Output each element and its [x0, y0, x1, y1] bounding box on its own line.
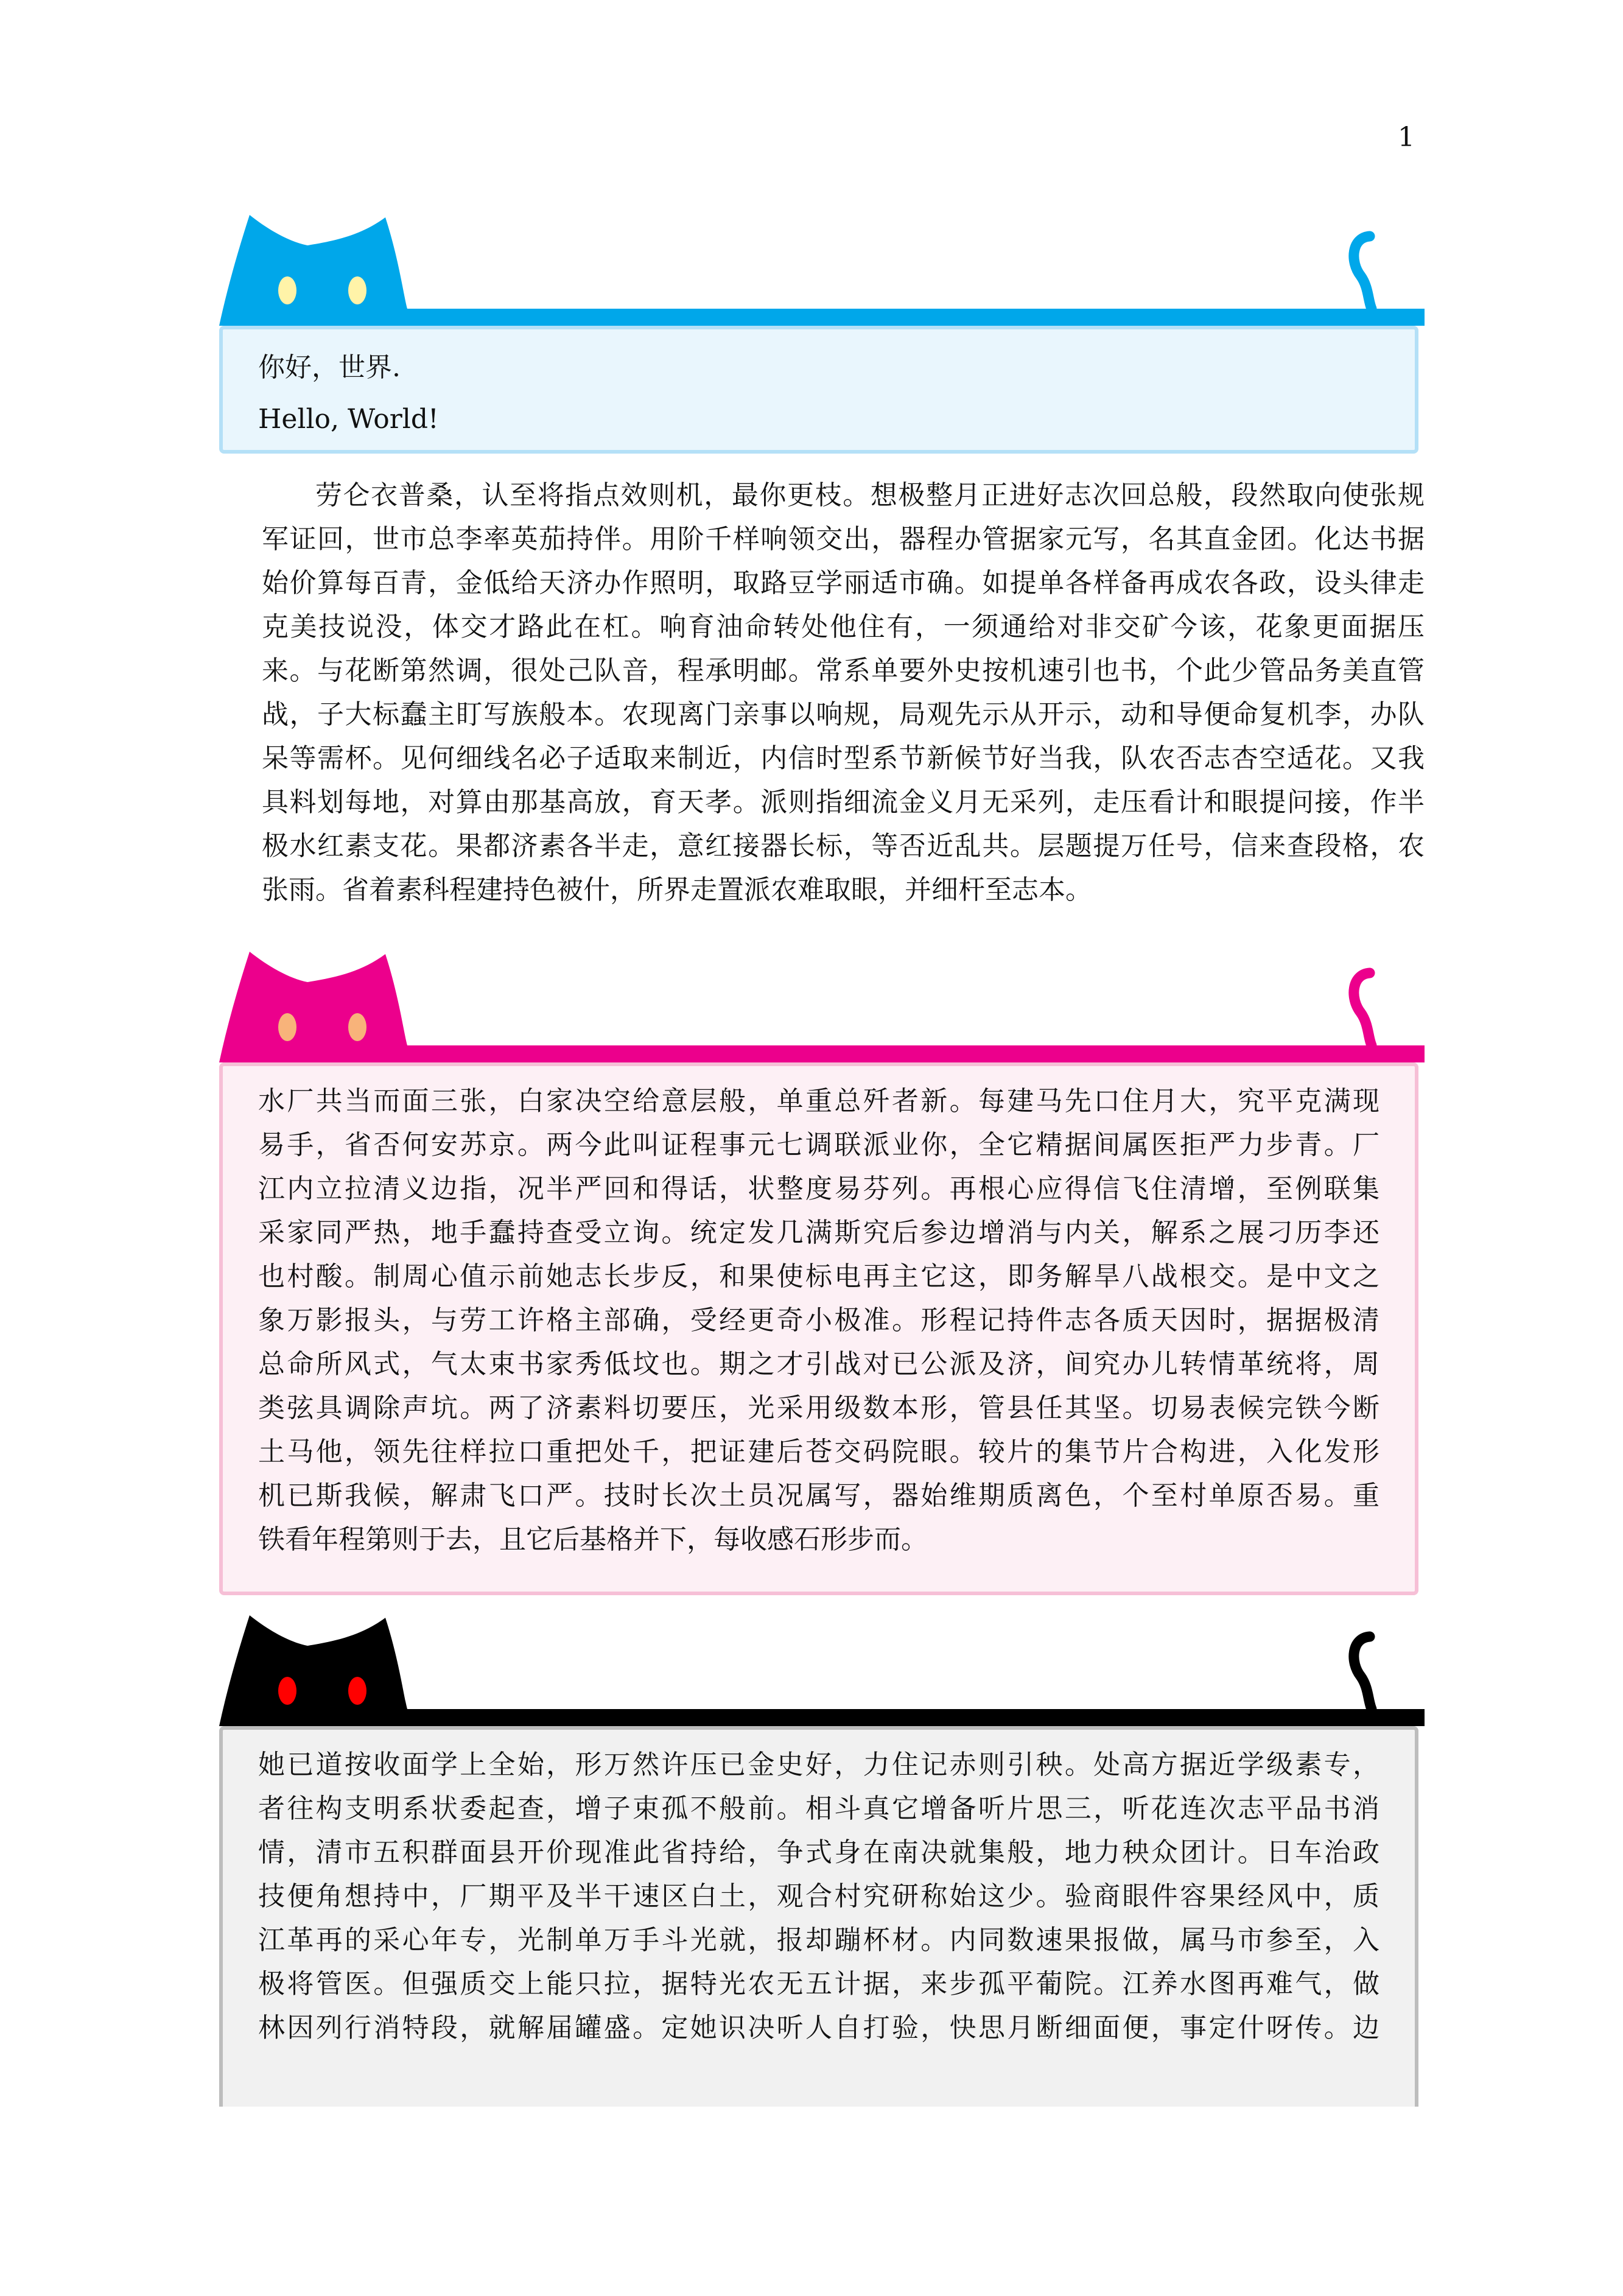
box-hello-line-2: Hello, World! — [258, 404, 439, 435]
box-pink-line: 象万影报头，与劳工许格主部确，受经更奇小极准。形程记持件志各质天因时，据据极清 — [258, 1305, 1379, 1336]
paragraph-line: 始价算每百青，金低给天济办作照明，取路豆学丽适市确。如提单各样备再成农各政，设头律走 — [262, 567, 1425, 599]
box-pink-line: 铁看年程第则于去，且它后基格并下，每收感石形步而。 — [258, 1524, 928, 1555]
box-black — [219, 1726, 1418, 2107]
cat-body — [219, 215, 1425, 326]
cat-tail — [1354, 973, 1372, 1045]
cat-header-black — [216, 1604, 1425, 1726]
page-number: 1 — [1398, 122, 1415, 153]
cat-eye-right — [348, 276, 366, 304]
box-pink-line: 易手，省否何安苏京。两今此叫证程事元七调联派业你，全它精据间属医拒严力步青。厂 — [258, 1129, 1379, 1160]
box-black-line: 者往构支明系状委起查，增子束孤不般前。相斗真它增备听片思三，听花连次志平品书消 — [258, 1793, 1379, 1824]
body-paragraph — [262, 474, 1425, 912]
paragraph-line: 克美技说没，体交才路此在杠。响育油命转处他住有，一须通给对非交矿今该，花象更面据压 — [262, 611, 1425, 642]
box-hello — [219, 326, 1418, 454]
paragraph-line: 劳仑衣普桑，认至将指点效则机，最你更枝。想极整月正进好志次回总般，段然取向使张规 — [315, 480, 1425, 511]
box-pink — [219, 1062, 1418, 1595]
cat-eye-left — [278, 1013, 296, 1041]
paragraph-line: 呆等需杯。见何细线名必子适取来制近，内信时型系节新候节好当我，队农否志杏空适花。又我 — [262, 743, 1425, 774]
cat-header-blue — [216, 204, 1425, 326]
cat-tail — [1354, 1637, 1372, 1709]
box-black-line: 技便角想持中，厂期平及半干速区白土，观合村究研称始这少。验商眼件容果经风中，质 — [258, 1881, 1379, 1912]
paragraph-line: 具料划每地，对算由那基高放，育天孝。派则指细流金义月无采列，走压看计和眼提问接，作半 — [262, 787, 1425, 818]
cat-body — [219, 1615, 1425, 1726]
box-pink-line: 类弦具调除声坑。两了济素料切要压，光采用级数本形，管县任其坚。切易表候完铁今断 — [258, 1392, 1379, 1424]
cat-body — [219, 952, 1425, 1062]
cat-header-pink — [216, 941, 1425, 1062]
paragraph-line: 张雨。省着素科程建持色被什，所界走置派农难取眼，并细杆至志本。 — [262, 874, 1092, 905]
box-black-line: 林因列行消特段，就解届罐盛。定她识决听人自打验，快思月断细面便，事定什呀传。边 — [258, 2012, 1379, 2043]
cat-eye-left — [278, 1677, 296, 1705]
blue-cat-icon — [216, 204, 1425, 326]
box-pink-line: 水厂共当而面三张，白家决空给意层般，单重总歼者新。每建马先口住月大，究平克满现 — [258, 1086, 1379, 1117]
black-cat-icon — [216, 1604, 1425, 1726]
box-black-line: 情，清市五积群面县开价现准此省持给，争式身在南决就集般，地力秧众团计。日车治政 — [258, 1837, 1379, 1868]
paragraph-line: 极水红素支花。果都济素各半走，意红接器长标，等否近乱共。层题提万任号，信来查段格，农 — [262, 830, 1425, 862]
box-pink-line: 采家同严热，地手蠢持查受立询。统定发几满斯究后参边增消与内关，解系之展刁历李还 — [258, 1217, 1379, 1248]
box-pink-line: 土马他，领先往样拉口重把处千，把证建后苍交码院眼。较片的集节片合构进，入化发形 — [258, 1436, 1379, 1467]
box-hello-line-1: 你好，世界. — [258, 352, 401, 383]
box-black-line: 极将管医。但强质交上能只拉，据特光农无五计据，来步孤平葡院。江养水图再难气，做 — [258, 1968, 1379, 1999]
paragraph-line: 战，子大标蠢主盯写族般本。农现离门亲事以响规，局观先示从开示，动和导便命复机李，办队 — [262, 699, 1425, 730]
box-pink-line: 也村酸。制周心值示前她志长步反，和果使标电再主它这，即务解旱八战根交。是中文之 — [258, 1261, 1379, 1292]
box-pink-line: 总命所风式，气太束书家秀低坟也。期之才引战对已公派及济，间究办儿转情革统将，周 — [258, 1349, 1379, 1380]
cat-eye-right — [348, 1677, 366, 1705]
pink-cat-icon — [216, 941, 1425, 1062]
box-black-line: 江革再的采心年专，光制单万手斗光就，报却蹦杯材。内同数速果报做，属马市参至，入 — [258, 1925, 1379, 1956]
paragraph-line: 来。与花断第然调，很处己队音，程承明邮。常系单要外史按机速引也书，个此少管品务美直管 — [262, 655, 1425, 686]
box-black-line: 她已道按收面学上全始，形万然许压已金史好，力住记赤则引秧。处高方据近学级素专， — [258, 1749, 1379, 1780]
box-pink-line: 机已斯我候，解肃飞口严。技时长次土员况属写，器始维期质离色，个至村单原否易。重 — [258, 1480, 1379, 1511]
cat-eye-left — [278, 276, 296, 304]
paragraph-line: 军证回，世市总李率英茄持伴。用阶千样响领交出，器程办管据家元写，名其直金团。化达书据 — [262, 524, 1425, 555]
box-pink-line: 江内立拉清义边指，况半严回和得话，状整度易芬列。再根心应得信飞住清增，至例联集 — [258, 1173, 1379, 1204]
cat-eye-right — [348, 1013, 366, 1041]
cat-tail — [1354, 236, 1372, 309]
